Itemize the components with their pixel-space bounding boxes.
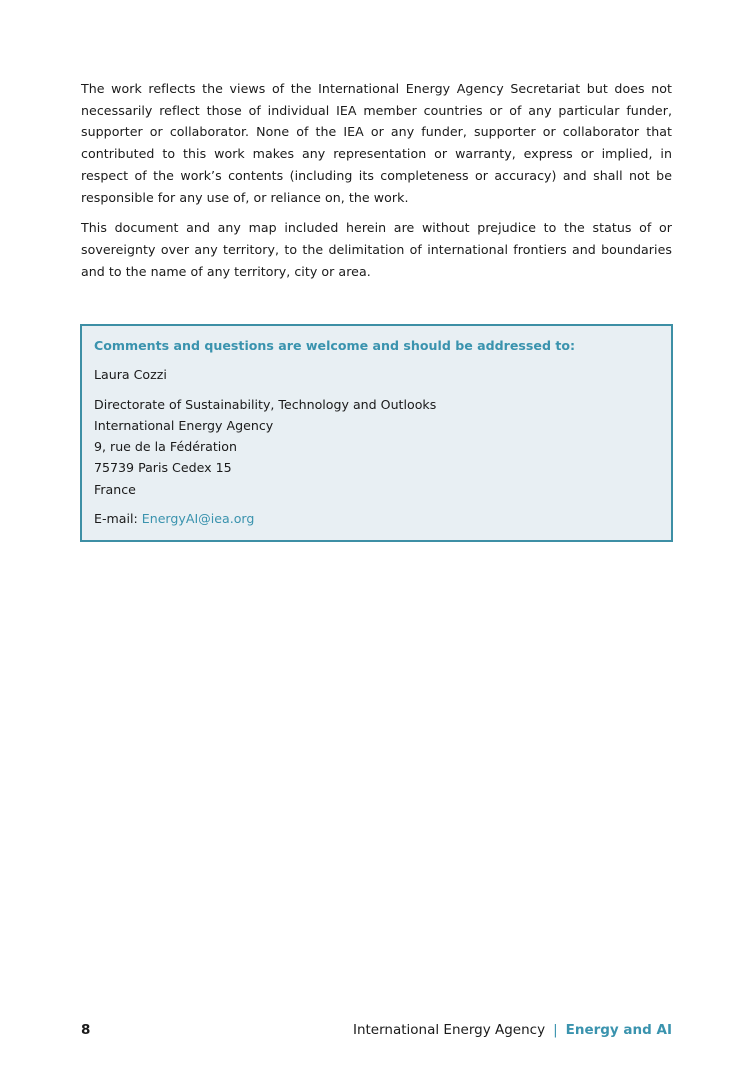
footer-report-title: Energy and AI (565, 1022, 672, 1038)
address-line: Directorate of Sustainability, Technology and Outlooks (94, 396, 437, 412)
contact-name: Laura Cozzi (94, 367, 167, 383)
contact-address (94, 394, 659, 500)
page-footer (81, 1022, 672, 1044)
email-label: E-mail: (94, 511, 138, 527)
address-line: 9, rue de la Fédération (94, 439, 237, 455)
contact-heading: Comments and questions are welcome and should be addressed to: (94, 338, 576, 353)
contact-email-row (94, 508, 659, 529)
address-line: 75739 Paris Cedex 15 (94, 460, 232, 476)
territory-paragraph: This document and any map included herein are without prejudice to the status of or sovereignty over any territory, to the delimitation of international frontiers and boundaries and to the name of any territory, city or area. (81, 220, 672, 279)
contact-box (80, 324, 673, 542)
page-number: 8 (81, 1022, 91, 1038)
disclaimer-paragraph: The work reflects the views of the International Energy Agency Secretariat but does not necessarily reflect those of individual IEA member countries or of any particular funder, supporter or collaborator. None of the IEA or any funder, supporter or collaborator that contributed to this work makes any representation or warranty, express or implied, in respect of the work’s contents (including its completeness or accuracy) and shall not be responsible for any use of, or reliance on, the work. (81, 81, 672, 205)
email-link[interactable]: EnergyAI@iea.org (141, 511, 255, 527)
footer-organization: International Energy Agency (352, 1022, 546, 1038)
disclaimer-section (81, 78, 672, 291)
footer-separator: | (553, 1022, 558, 1038)
footer-title (353, 1022, 672, 1038)
address-line: France (94, 481, 136, 497)
address-line: International Energy Agency (94, 417, 274, 433)
